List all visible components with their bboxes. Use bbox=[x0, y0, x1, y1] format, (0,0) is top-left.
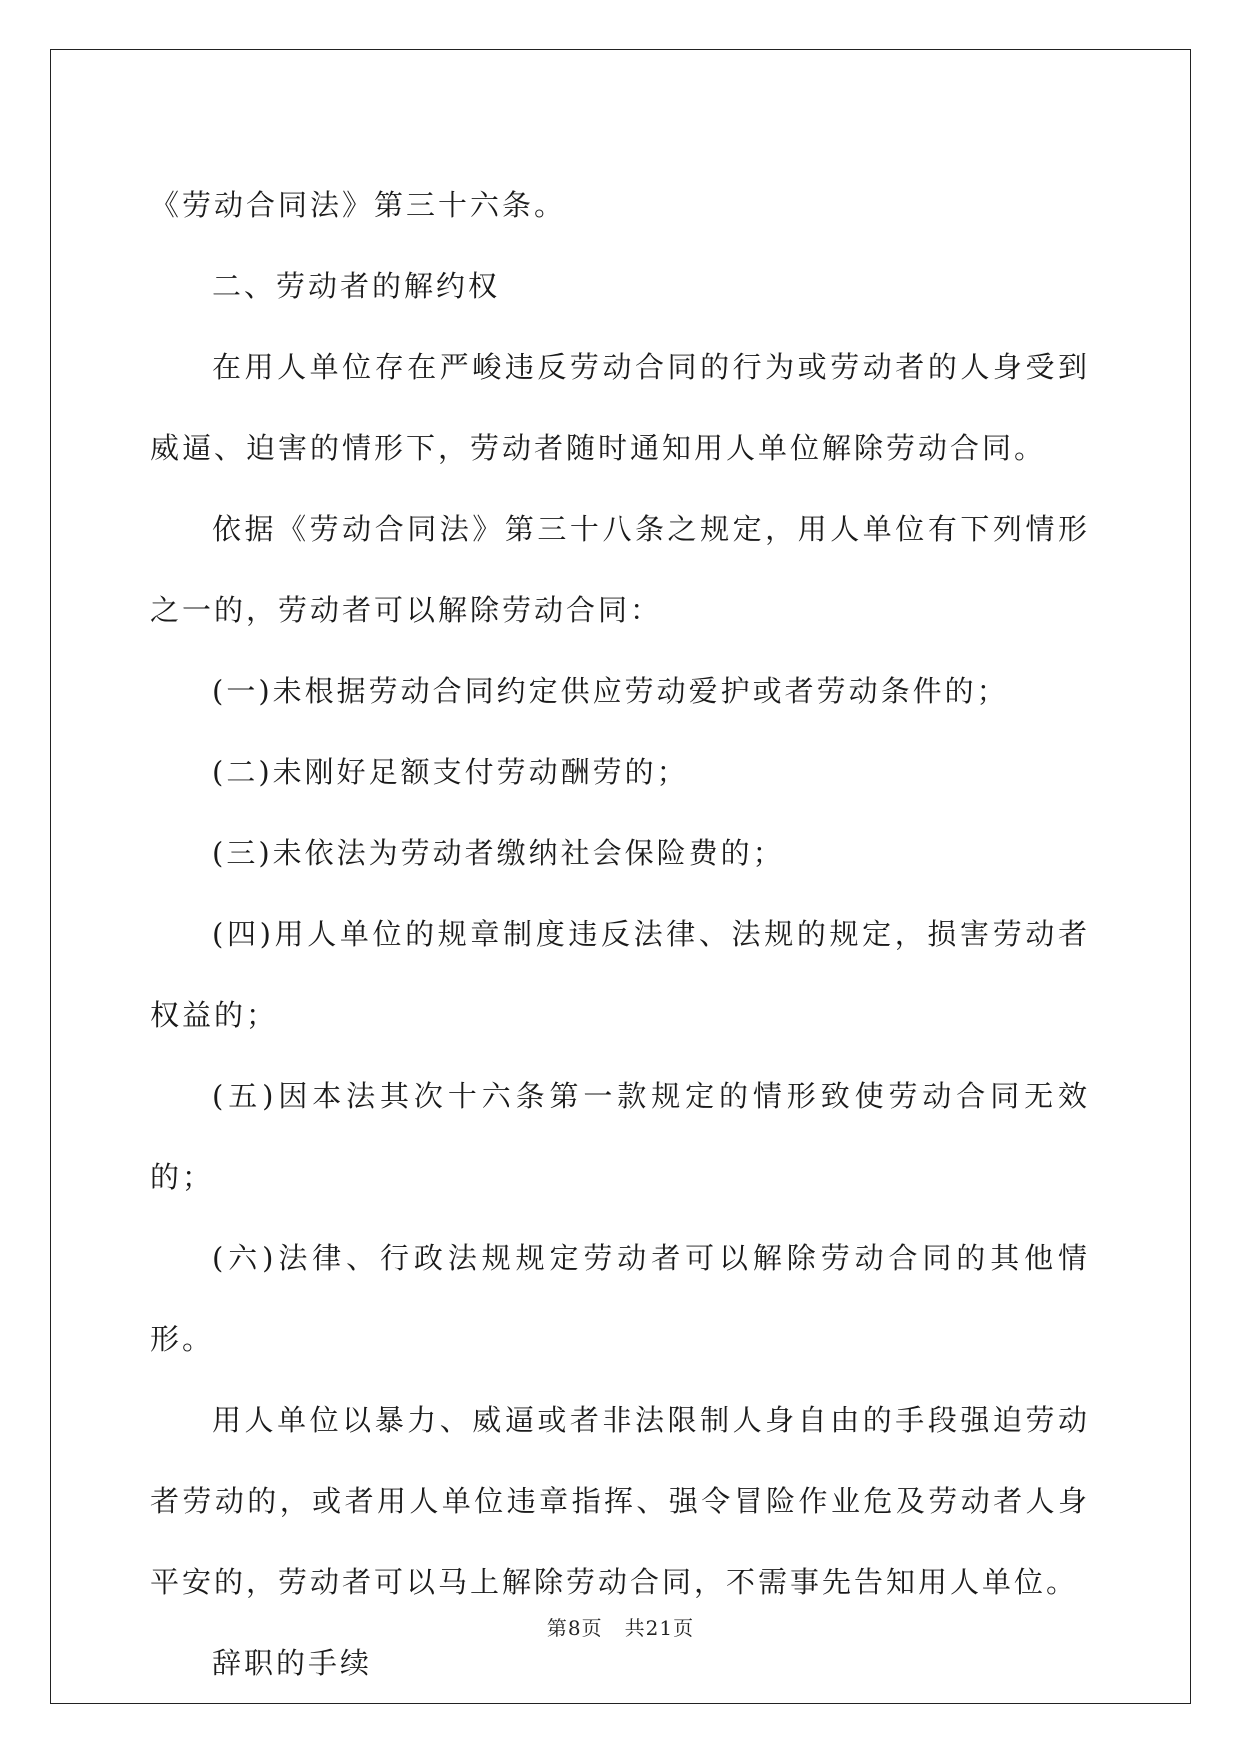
page-number: 第8页 bbox=[546, 1616, 603, 1640]
list-item-5: (五)因本法其次十六条第一款规定的情形致使劳动合同无效的； bbox=[150, 1079, 1090, 1194]
list-item-3: (三)未依法为劳动者缴纳社会保险费的； bbox=[212, 836, 785, 870]
subsection-heading: 辞职的手续 bbox=[212, 1646, 373, 1680]
page-total: 共21页 bbox=[624, 1616, 695, 1640]
document-body bbox=[150, 165, 1090, 1704]
page-footer bbox=[0, 1612, 1241, 1641]
list-item-1: (一)未根据劳动合同约定供应劳动爱护或者劳动条件的； bbox=[212, 674, 1009, 708]
list-item-4: (四)用人单位的规章制度违反法律、法规的规定，损害劳动者权益的； bbox=[150, 917, 1090, 1032]
section-heading: 二、劳动者的解约权 bbox=[212, 269, 501, 303]
list-item-6: (六)法律、行政法规规定劳动者可以解除劳动合同的其他情形。 bbox=[150, 1241, 1090, 1356]
paragraph-citation: 《劳动合同法》第三十六条。 bbox=[150, 188, 567, 222]
paragraph-basis: 依据《劳动合同法》第三十八条之规定，用人单位有下列情形之一的，劳动者可以解除劳动合同： bbox=[150, 512, 1090, 627]
list-item-2: (二)未刚好足额支付劳动酬劳的； bbox=[212, 755, 689, 789]
paragraph-immediate-termination: 用人单位以暴力、威逼或者非法限制人身自由的手段强迫劳动者劳动的，或者用人单位违章指挥、强令冒险作业危及劳动者人身平安的，劳动者可以马上解除劳动合同，不需事先告知用人单位。 bbox=[150, 1403, 1090, 1599]
paragraph-intro: 在用人单位存在严峻违反劳动合同的行为或劳动者的人身受到威逼、迫害的情形下，劳动者随时通知用人单位解除劳动合同。 bbox=[150, 350, 1090, 465]
